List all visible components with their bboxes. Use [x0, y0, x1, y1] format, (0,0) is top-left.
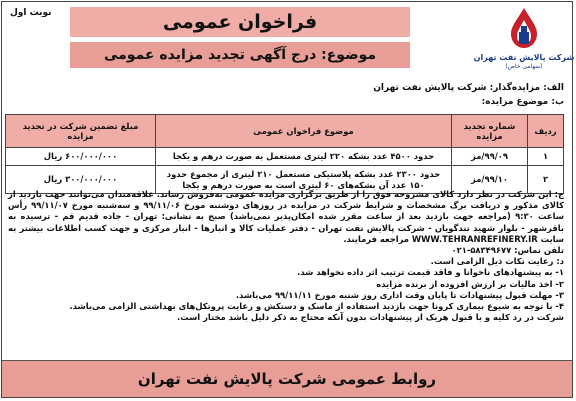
body-paragraph [8, 189, 564, 245]
logo-company-name: شرکت پالایش نفت تهران [473, 53, 575, 62]
header-subject: موضوع فراخوان عمومی [156, 115, 452, 148]
tender-notice [1, 1, 573, 398]
notice-subject: موضوع: درج آگهی تجدید مزایده عمومی [70, 42, 410, 68]
company-logo [473, 6, 575, 86]
condition-item: ۴- با توجه به شیوع بیماری کرونا جهت بازدید استفاده از ماسک و دستکش و رعایت پروتکل‌های بهداشتی الزامی می‌باشد. [69, 301, 564, 312]
row-number: ۱ [528, 148, 564, 166]
table-row [6, 148, 564, 166]
logo-company-type: (سهامی خاص) [505, 63, 543, 70]
guarantee-amount: ۶۰۰/۰۰۰/۰۰۰ ریال [6, 148, 156, 166]
notice-title: فراخوان عمومی [70, 7, 410, 37]
condition-item: ۱- به پیشنهادهای ناخوانا و فاقد قیمت ترتیب اثر داده نخواهد شد. [297, 267, 564, 278]
refinery-logo-icon [495, 6, 553, 52]
guarantee-amount: ۳۰۰/۰۰۰/۰۰۰ ریال [6, 166, 156, 194]
header-auction-number: شماره تجدید مزایده [452, 115, 528, 148]
auction-subject: حدود ۴۵۰۰ عدد بشکه ۲۲۰ لیتری مستعمل به صورت درهم و یکجا [156, 148, 452, 166]
body-paragraph-text: ج: این شرکت در نظر دارد کالای مشروحه فوق را از طریق برگزاری مزایده عمومی به‌فروش رساند. علاقه‌مندان می‌توانند جهت بازدید از کالای مذکور و دریافت برگ مشخصات و شرایط شرکت در مزایده در روزهای دوشنبه مورخ ۹۹/۱۱/۰۶ و سه‌شنبه مورخ ۹۹/۱۱/۰۷ رأس ساعت ۹:۳۰ (مراجعه جهت بازدید بعد از ساعت مقرر شده امکان‌پذیر نمی‌باشد) صبح به نشانی: تهران - جاده قدیم قم - ترسیده به باقرشهر - بلوار شهید تندگویان - شرکت پالایش نفت تهران - دفتر عملیات کالا و انبارها - انبار مرکزی و جهت کسب اطلاعات بیشتر به سایت [8, 189, 564, 244]
condition-item: ۲- اخذ مالیات بر ارزش افزوده از برنده مزایده [376, 278, 564, 289]
subject-label: ب: موضوع مزایده: [481, 97, 564, 107]
phone-line: تلفن تماس: ۵۸۳۴۹۶۷۷-۰۲۱ [451, 245, 564, 256]
auction-items-table [5, 114, 564, 194]
auction-number: ۹۹/۱۰/مز [452, 166, 528, 194]
round-label: نوبت اول [10, 8, 52, 18]
table-header-row [6, 115, 564, 148]
auction-subject: حدود ۲۳۰۰ عدد بشکه پلاستیکی مستعمل ۲۱۰ لیتری از مجموع حدود ۱۵۰ عدد آن بشکه‌های ۶۰ لیتری است به صورت درهم و یکجا [156, 166, 452, 194]
condition-item: ۳- مهلت قبول پیشنهادات تا پایان وقت اداری روز شنبه مورخ ۹۹/۱۱/۱۱ می‌باشد. [235, 289, 564, 300]
auction-number: ۹۹/۰۹/مز [452, 148, 528, 166]
organizer-line: الف: مزایده‌گذار: شرکت پالایش نفت تهران [373, 83, 564, 93]
header-row-number: ردیف [528, 115, 564, 148]
header-guarantee-amount: مبلغ تضمین شرکت در تجدید مزایده [6, 115, 156, 148]
body-paragraph-end: مراجعه فرمایند. [343, 233, 409, 244]
website-link[interactable]: WWW.TEHRANREFINERY.IR [411, 233, 538, 244]
footer-banner: روابط عمومی شرکت پالایش نفت تهران [2, 360, 572, 397]
notice-body [8, 189, 564, 323]
conditions-title: د: رعایت نکات ذیل الزامی است. [430, 256, 564, 267]
closing-statement: شرکت در رد کلیه و یا قبول هریک از پیشنهادات بدون آنکه محتاج به ذکر دلیل باشد مختار است. [177, 312, 564, 323]
row-number: ۲ [528, 166, 564, 194]
